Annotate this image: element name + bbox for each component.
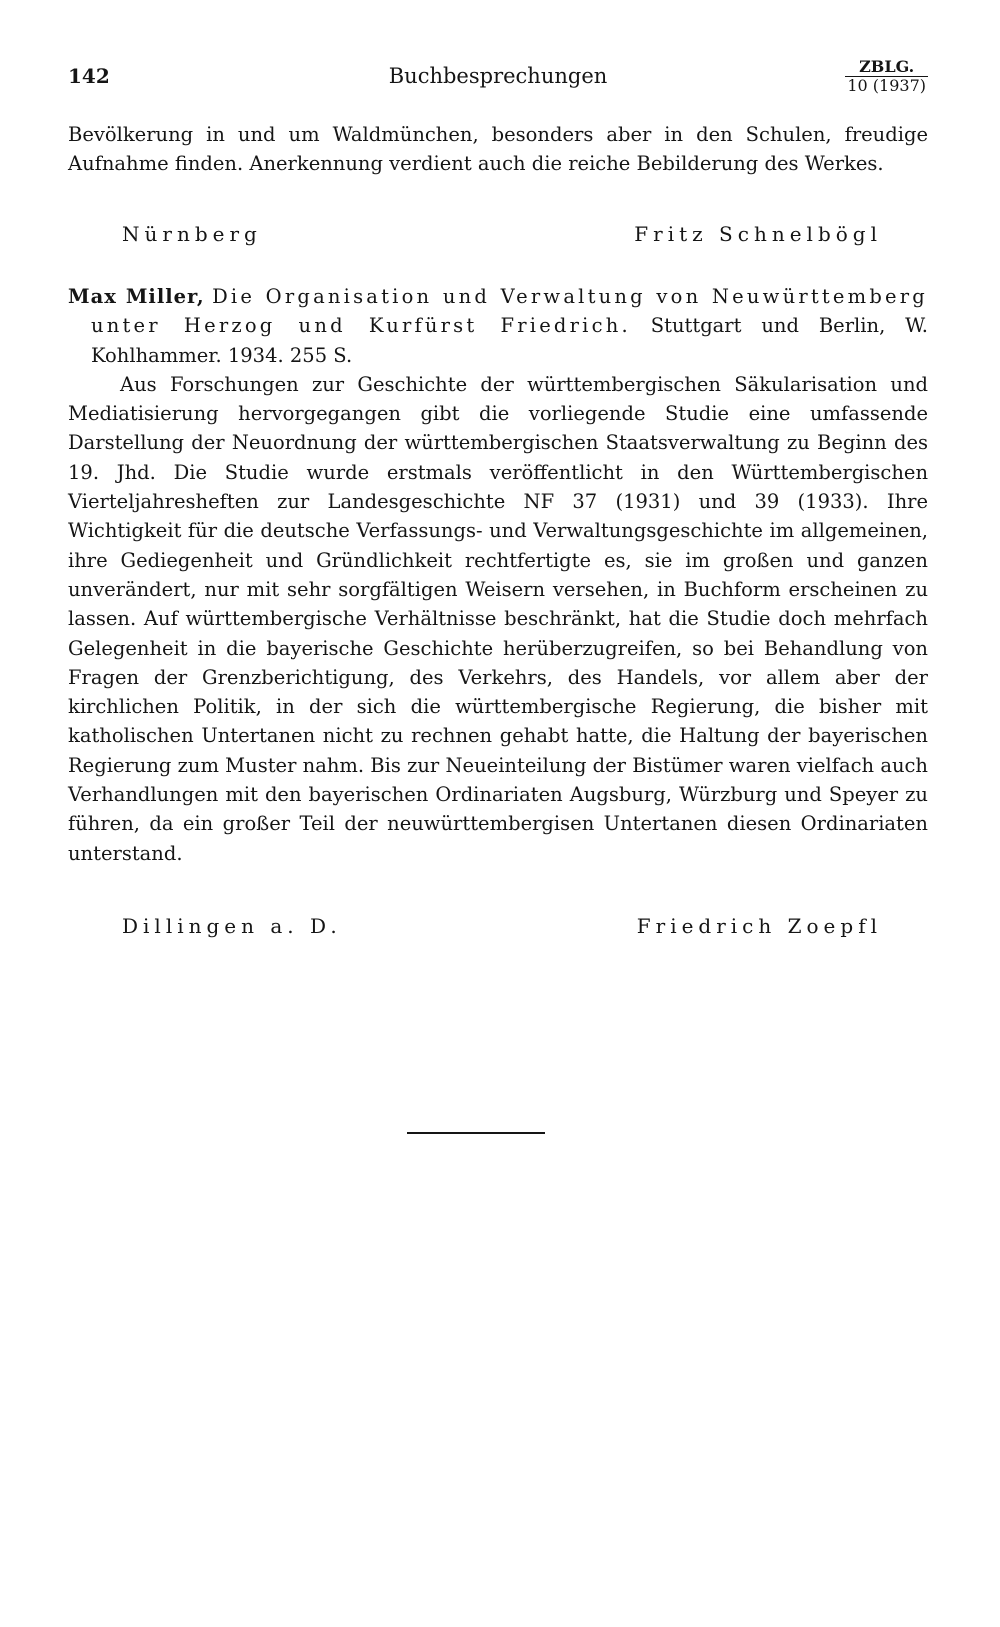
journal-issue: 10 (1937) [847,76,926,95]
review-paragraph: Aus Forschungen zur Geschichte der württembergischen Säkularisation und Mediatisierung hervorgegangen gibt die vorliegende Studie eine umfassende Darstellung der Neuordnung der württembergischen Staatsverwaltung zu Beginn des 19. Jhd. Die Studie wurde erstmals veröffentlicht in den Württembergischen Vierteljahresheften zur Landesgeschichte NF 37 (1931) und 39 (1933). Ihre Wichtigkeit für die deutsche Verfassungs- und Verwaltungsgeschichte im allgemeinen, ihre Gediegenheit und Gründlichkeit rechtfertigte es, sie im großen und ganzen unverändert, nur mit sehr sorgfältigen Weisern versehen, in Buchform erscheinen zu lassen. Auf württembergische Verhältnisse beschränkt, hat die Studie doch mehrfach Gelegenheit in die bayerische Geschichte herüberzugreifen, so bei Behandlung von Fragen der Grenzberichtigung, des Verkehrs, des Handels, vor allem aber der kirchlichen Politik, in der sich die württembergische Regierung, die bisher mit katholischen Untertanen nicht zu rechnen gehabt hatte, die Haltung der bayerischen Regierung zum Muster nahm. Bis zur Neueinteilung der Bistümer waren vielfach auch Verhandlungen mit den bayerischen Ordinariaten Augsburg, Würzburg und Speyer zu führen, da ein großer Teil der neuwürttembergisen Untertanen diesen Ordinariaten unterstand. [68,372,928,865]
page-header [68,58,928,98]
running-title: Buchbesprechungen [388,64,608,88]
journal-reference [845,58,928,95]
continued-review-text [68,120,928,179]
review-body [68,370,928,868]
review-entry [68,282,928,868]
page-number: 142 [68,64,110,88]
signature-name: Fritz Schnelbögl [634,222,882,246]
journal-volume: ZBLG. [859,57,915,76]
book-title: Die Organisation und Verwaltung von Neuwürttemberg unter Herzog und Kurfürst Friedrich. [91,285,928,338]
continued-review-paragraph: Bevölkerung in und um Waldmünchen, besonders aber in den Schulen, freudige Aufnahme finden. Anerkennung verdient auch die reiche Bebilderung des Werkes. [68,123,928,176]
section-divider [407,1132,545,1134]
signature-name: Friedrich Zoepfl [636,914,882,938]
book-imprint: Stuttgart und Berlin, W. Kohlhammer. 1934. 255 S. [91,314,928,367]
book-author: Max Miller, [68,285,205,308]
bibliographic-heading [68,282,928,370]
signature-place: Dillingen a. D. [122,914,342,938]
signature-place: Nürnberg [122,222,262,246]
